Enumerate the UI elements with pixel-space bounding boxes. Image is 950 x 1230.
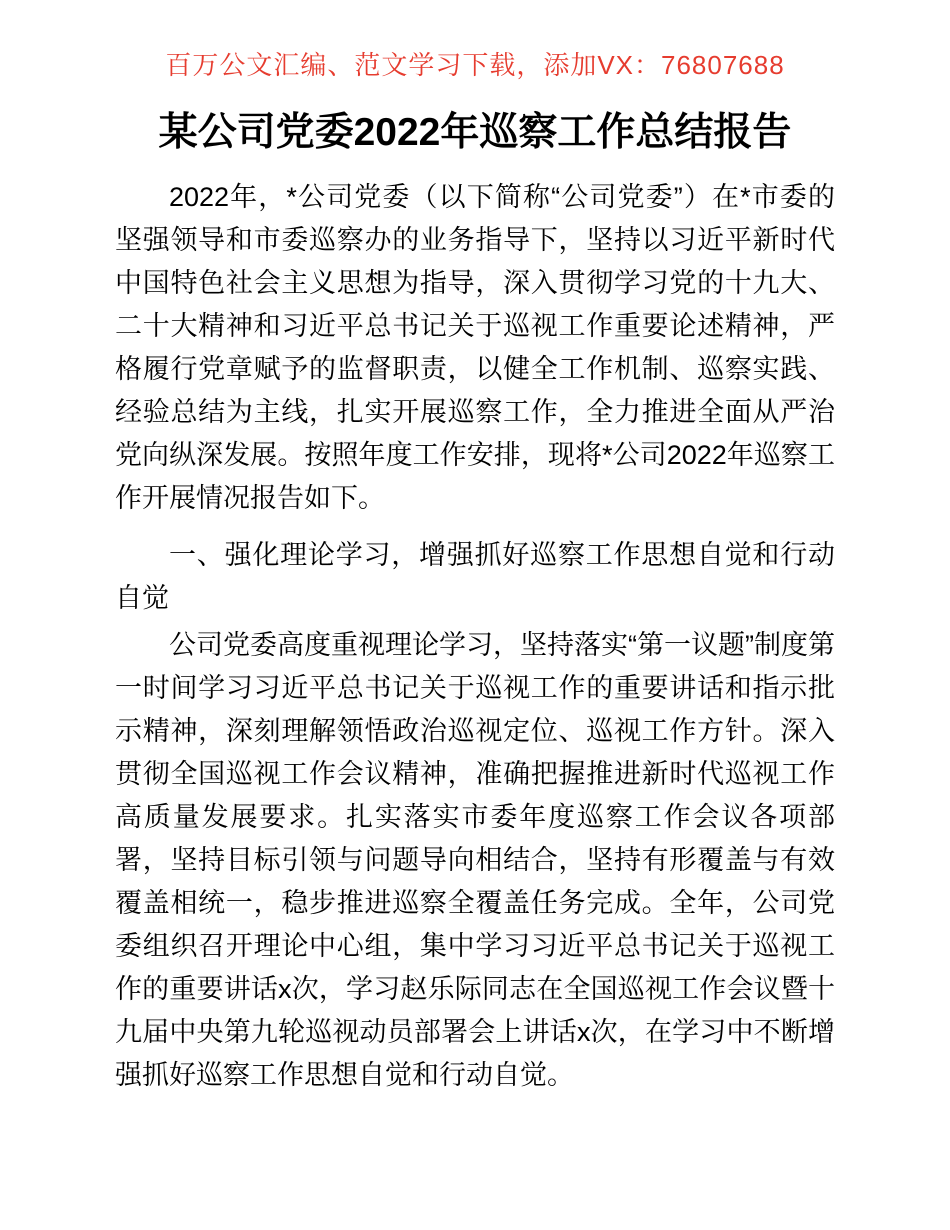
promo-notice-text: 百万公文汇编、范文学习下载，添加VX：76807688 xyxy=(165,50,785,80)
document-title: 某公司党委2022年巡察工作总结报告 xyxy=(158,111,792,154)
section-heading-1: 一、强化理论学习，增强抓好巡察工作思想自觉和行动自觉 xyxy=(115,540,835,613)
paragraph-section-1: 公司党委高度重视理论学习，坚持落实“第一议题”制度第一时间学习习近平总书记关于巡视工作的重要讲话和指示批示精神，深刻理解领悟政治巡视定位、巡视工作方针。深入贯彻全国巡视工作会议精神，准确把握推进新时代巡视工作高质量发展要求。扎实落实市委年度巡察工作会议各项部署，坚持目标引领与问题导向相结合，坚持有形覆盖与有效覆盖相统一，稳步推进巡察全覆盖任务完成。全年，公司党委组织召开理论中心组，集中学习习近平总书记关于巡视工作的重要讲话x次，学习赵乐际同志在全国巡视工作会议暨十九届中央第九轮巡视动员部署会上讲话x次，在学习中不断增强抓好巡察工作思想自觉和行动自觉。 xyxy=(115,630,835,1090)
paragraph-intro: 2022年，*公司党委（以下简称“公司党委”）在*市委的坚强领导和市委巡察办的业务指导下，坚持以习近平新时代中国特色社会主义思想为指导，深入贯彻学习党的十九大、二十大精神和习近平总书记关于巡视工作重要论述精神，严格履行党章赋予的监督职责，以健全工作机制、巡察实践、经验总结为主线，扎实开展巡察工作，全力推进全面从严治党向纵深发展。按照年度工作安排，现将*公司2022年巡察工作开展情况报告如下。 xyxy=(115,182,835,513)
document-body xyxy=(115,176,835,1097)
